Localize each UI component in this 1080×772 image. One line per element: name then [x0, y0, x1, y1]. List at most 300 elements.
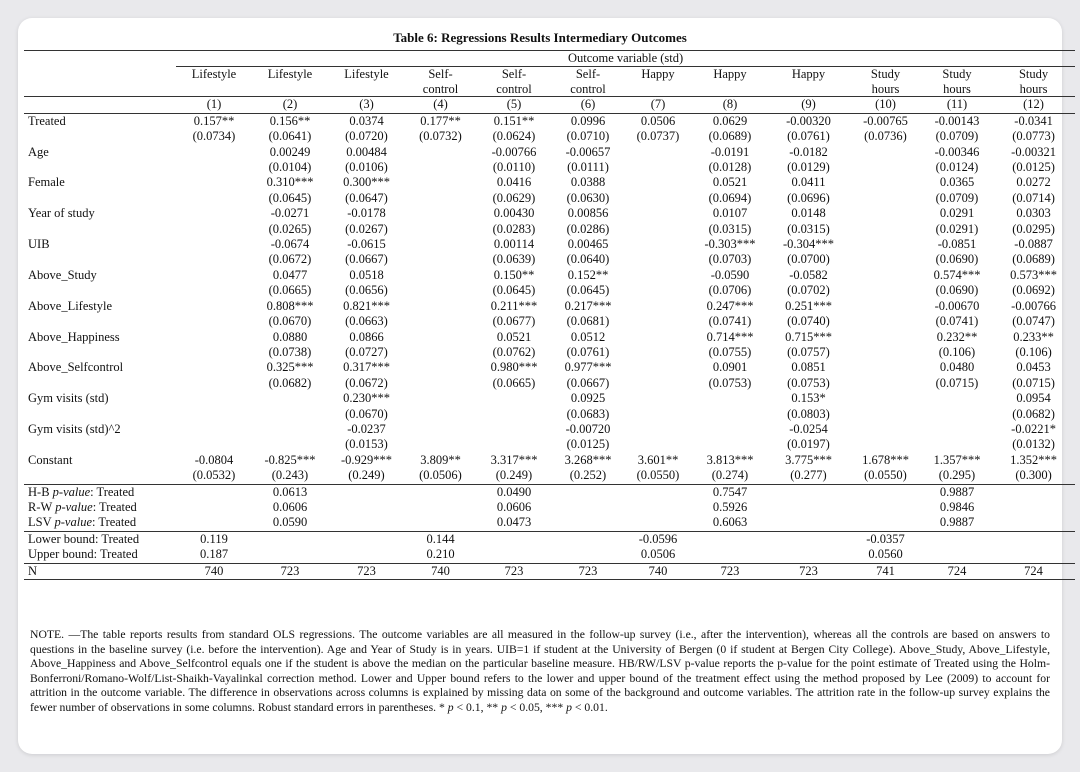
note-text: NOTE. —The table reports results from standard OLS regressions. The outcome variables are all measured in the follow-up survey (i.e., after the intervention), whereas all the controls are based on answers to questions in the baseline survey (i.e. before the intervention). Age and Year of Study is in years. UIB=1 if student at the University of Bergen (0 if student at Bergen City College). Above_Study, Above_Lifestyle, Above_Happiness and Above_Selfcontrol equals one if the student is above the median on the particular baseline measure. HB/RW/LSV p-value reports the p-value for the point estimate of Treated using the Holm-Bonferroni/Romano-Wolf/List-Shaikh-Vayalinkal correction method. Lower and Upper bound refers to the lower and upper bound of the treatment effect using the method proposed by Lee (2009) to account for attrition in the outcome variable. The difference in observations across columns is explained by missing data on some of the background and outcome variables. The attrition rate in the follow-up survey explains the fewer number of observations in some columns. Robust standard errors in parentheses. * [30, 628, 1050, 714]
std-error-cell [176, 437, 252, 452]
variable-label: Above_Happiness [28, 329, 120, 344]
column-name-line: Study [942, 67, 972, 82]
bound-cell: -0.0357 [849, 531, 922, 547]
empty-cell [24, 191, 176, 206]
variable-label: Treated [28, 113, 66, 128]
std-error-cell [624, 252, 692, 267]
bound-row [24, 531, 1075, 547]
std-error-cell: (0.0128) [708, 160, 752, 175]
coefficient-cell: -0.304*** [782, 237, 835, 252]
empty-cell [24, 376, 176, 391]
coefficient-cell [476, 391, 552, 406]
coefficient-row [24, 422, 1075, 437]
bound-cell: 0.0560 [868, 547, 903, 562]
pvalue-cell: 0.5926 [712, 499, 748, 514]
pvalue-cell: 0.0606 [272, 499, 308, 514]
coefficient-cell: -0.0615 [347, 237, 386, 252]
bound-cell [692, 531, 768, 547]
coefficient-cell: -0.303*** [704, 237, 756, 252]
column-name-line: control [496, 81, 532, 96]
coefficient-cell [624, 422, 692, 437]
coefficient-cell: 0.0996 [570, 113, 606, 128]
coefficient-cell [624, 391, 692, 406]
coefficient-cell: 0.0512 [570, 329, 606, 344]
std-error-cell: (0.106) [938, 344, 976, 359]
variable-label: Above_Selfcontrol [28, 360, 124, 375]
coefficient-cell: 3.317*** [490, 452, 538, 467]
bound-cell [252, 547, 328, 563]
std-error-cell [692, 437, 768, 452]
coefficient-cell: 1.352*** [1010, 452, 1057, 467]
bound-cell [476, 531, 552, 547]
coefficient-row [24, 175, 1075, 190]
column-name-line: Self- [575, 67, 601, 82]
empty-cell [24, 97, 176, 113]
coefficient-cell: 0.0291 [939, 206, 975, 221]
std-error-cell: (0.0706) [708, 283, 752, 298]
std-error-cell [624, 407, 692, 422]
coefficient-cell: 0.230*** [343, 391, 390, 406]
coefficient-cell: 1.357*** [933, 452, 981, 467]
std-error-cell: (0.0267) [345, 221, 388, 236]
std-error-cell: (0.0740) [787, 314, 830, 329]
coefficient-cell: -0.0178 [347, 206, 386, 221]
coefficient-cell [849, 206, 922, 221]
observations-cell: 740 [405, 563, 476, 579]
std-error-row [24, 283, 1075, 298]
std-error-cell [176, 314, 252, 329]
std-error-cell: (0.0709) [935, 129, 979, 144]
bound-cell [252, 531, 328, 547]
std-error-cell [849, 222, 922, 237]
std-error-cell: (0.0672) [345, 375, 388, 390]
observations-cell: 723 [692, 563, 768, 579]
std-error-cell: (0.0104) [268, 160, 312, 175]
column-number: (2) [252, 97, 328, 113]
coefficient-cell [849, 237, 922, 252]
coefficient-cell: 0.0521 [712, 175, 748, 190]
observations-cell: 723 [768, 563, 849, 579]
coefficient-cell [176, 299, 252, 314]
column-name-line: Self- [428, 67, 453, 82]
coefficient-cell: 0.808*** [266, 298, 314, 313]
std-error-row [24, 160, 1075, 175]
std-error-cell [624, 222, 692, 237]
coefficient-cell: -0.00143 [934, 113, 980, 128]
std-error-cell: (0.0315) [708, 221, 752, 236]
column-number: (5) [476, 97, 552, 113]
column-name-line: control [422, 81, 459, 96]
std-error-cell: (0.0639) [492, 252, 536, 267]
std-error-cell: (0.0747) [1012, 314, 1055, 329]
coefficient-cell: -0.0582 [789, 267, 828, 282]
coefficient-cell: -0.00766 [491, 144, 537, 159]
coefficient-cell: 0.00484 [346, 144, 387, 159]
coefficient-cell: -0.00765 [863, 113, 908, 128]
column-name [476, 67, 552, 97]
std-error-cell [252, 407, 328, 422]
coefficient-cell: -0.0182 [789, 144, 828, 159]
coefficient-cell: -0.0191 [710, 144, 750, 159]
bound-cell [922, 531, 992, 547]
column-numbers-row [24, 97, 1075, 113]
pvalue-label [24, 515, 176, 531]
coefficient-cell: -0.00657 [565, 144, 611, 159]
std-error-cell: (0.0532) [192, 468, 236, 483]
std-error-cell: (0.0755) [708, 344, 752, 359]
pvalue-cell: 0.9846 [939, 499, 975, 514]
std-error-cell [624, 160, 692, 175]
std-error-row [24, 222, 1075, 237]
pvalue-row [24, 500, 1075, 515]
std-error-cell: (0.106) [1015, 344, 1052, 359]
coefficient-cell [405, 360, 476, 375]
empty-cell [24, 129, 176, 144]
bound-row [24, 547, 1075, 563]
bound-cell [476, 547, 552, 563]
observations-cell: 724 [922, 563, 992, 579]
std-error-cell [405, 222, 476, 237]
column-name-line: Lifestyle [267, 67, 313, 82]
std-error-cell [176, 407, 252, 422]
column-name-line: Lifestyle [191, 67, 237, 82]
coefficient-cell: 0.177** [420, 113, 461, 128]
coefficient-cell [624, 360, 692, 375]
coefficient-cell [405, 299, 476, 314]
std-error-cell [849, 283, 922, 298]
coefficient-cell: 0.0851 [791, 360, 826, 375]
pvalue-cell: 0.9887 [939, 515, 975, 530]
coefficient-cell [176, 206, 252, 221]
coefficient-cell: 0.821*** [343, 298, 390, 313]
coefficient-cell: 0.0925 [570, 391, 606, 406]
coefficient-cell: -0.0887 [1014, 237, 1053, 252]
column-name-line: hours [871, 81, 900, 96]
std-error-cell: (0.0672) [268, 252, 312, 267]
note-p-symbol: p [447, 700, 454, 714]
coefficient-cell: 3.809** [420, 452, 461, 467]
coefficient-cell [405, 145, 476, 160]
column-name-line: Happy [641, 67, 675, 82]
std-error-row [24, 345, 1075, 360]
coefficient-cell: 0.157** [193, 113, 235, 128]
std-error-cell: (0.0111) [567, 160, 609, 175]
coefficient-cell: -0.00766 [1011, 298, 1056, 313]
std-error-cell: (0.277) [790, 468, 827, 483]
column-name-line: control [570, 81, 606, 96]
std-error-cell: (0.0683) [566, 406, 610, 421]
coefficient-cell [405, 268, 476, 283]
std-error-cell [849, 437, 922, 452]
coefficient-cell [849, 268, 922, 283]
pvalue-label-part: p-value [55, 499, 93, 514]
pvalue-cell [176, 500, 252, 515]
empty-cell [24, 345, 176, 360]
coefficient-row [24, 360, 1075, 375]
coefficient-cell: 0.00249 [269, 144, 311, 159]
coefficient-cell [405, 237, 476, 252]
note-p-symbol: p [501, 700, 507, 714]
pvalue-cell [768, 500, 849, 515]
std-error-cell [176, 283, 252, 298]
pvalue-cell [405, 515, 476, 531]
coefficient-row [24, 145, 1075, 160]
coefficient-cell: -0.0851 [937, 237, 977, 252]
coefficient-cell: 0.300*** [343, 175, 390, 190]
coefficient-cell: 0.714*** [706, 329, 754, 344]
observations-cell: 723 [552, 563, 624, 579]
std-error-cell [849, 191, 922, 206]
std-error-cell: (0.0286) [566, 221, 610, 236]
column-number: (8) [692, 97, 768, 113]
coefficient-cell: 0.0901 [712, 360, 748, 375]
std-error-cell: (0.0667) [566, 375, 610, 390]
coefficient-cell: -0.0237 [347, 421, 386, 436]
std-error-cell: (0.0647) [345, 190, 388, 205]
coefficient-cell [922, 422, 992, 437]
coefficient-cell: 3.268*** [564, 452, 612, 467]
coefficient-cell [176, 145, 252, 160]
bound-cell [552, 531, 624, 547]
observations-cell: 740 [176, 563, 252, 579]
column-name-line: Happy [713, 67, 747, 82]
std-error-cell: (0.0645) [492, 283, 536, 298]
pvalue-cell [624, 515, 692, 531]
std-error-cell: (0.252) [569, 468, 607, 483]
coefficient-row [24, 268, 1075, 283]
coefficient-cell: 0.152** [567, 267, 609, 282]
coefficient-cell [176, 175, 252, 190]
std-error-cell: (0.0645) [268, 190, 312, 205]
coefficient-cell: -0.0271 [270, 206, 310, 221]
coefficient-cell: -0.825*** [264, 452, 316, 467]
coefficient-cell: -0.00320 [786, 113, 831, 128]
empty-cell [24, 51, 176, 67]
coefficient-cell: 0.151** [493, 113, 535, 128]
pvalue-label-part: p-value [52, 484, 91, 499]
std-error-cell [624, 437, 692, 452]
pvalue-row [24, 484, 1075, 500]
column-name [624, 67, 692, 97]
std-error-cell [176, 376, 252, 391]
coefficient-cell [405, 175, 476, 190]
bound-cell: 0.0506 [640, 547, 676, 562]
std-error-cell: (0.0737) [636, 129, 680, 144]
std-error-cell: (0.0667) [345, 252, 388, 267]
variable-label: Above_Study [28, 267, 97, 282]
pvalue-cell [849, 500, 922, 515]
empty-cell [24, 252, 176, 267]
std-error-cell: (0.0197) [787, 437, 830, 452]
bound-cell [768, 547, 849, 563]
pvalue-label-part: : Treated [92, 515, 137, 530]
std-error-cell: (0.0265) [268, 221, 312, 236]
std-error-cell: (0.0624) [492, 129, 536, 144]
std-error-cell: (0.0645) [566, 283, 610, 298]
std-error-cell [624, 191, 692, 206]
pvalue-cell [768, 515, 849, 531]
column-name-line: Lifestyle [344, 67, 389, 82]
column-number: (6) [552, 97, 624, 113]
variable-label: UIB [28, 237, 50, 252]
coefficient-cell [405, 422, 476, 437]
std-error-cell: (0.0753) [787, 375, 830, 390]
bound-cell: 0.119 [176, 531, 252, 547]
coefficient-cell: 0.573*** [1010, 267, 1057, 282]
coefficient-cell [624, 299, 692, 314]
std-error-cell [176, 345, 252, 360]
pvalue-cell: 0.0490 [476, 484, 552, 500]
std-error-cell: (0.249) [495, 468, 533, 483]
bound-cell: 0.187 [199, 547, 229, 562]
coefficient-cell: 0.574*** [933, 267, 981, 282]
pvalue-cell: 0.9887 [922, 484, 992, 500]
coefficient-cell [176, 391, 252, 406]
std-error-cell: (0.0738) [268, 344, 312, 359]
coefficient-cell [624, 237, 692, 252]
coefficient-cell: 0.0880 [272, 329, 308, 344]
std-error-cell: (0.0690) [935, 283, 979, 298]
coefficient-cell [252, 391, 328, 406]
std-error-cell: (0.0773) [1012, 129, 1055, 144]
coefficient-cell [624, 330, 692, 345]
observations-cell: 740 [624, 563, 692, 579]
std-error-cell: (0.0682) [1012, 406, 1055, 421]
coefficient-cell: 0.0521 [496, 329, 532, 344]
std-error-cell: (0.0124) [935, 160, 979, 175]
std-error-row [24, 252, 1075, 267]
std-error-cell: (0.0700) [787, 252, 830, 267]
coefficient-cell: 0.211*** [490, 298, 538, 313]
observations-cell: 741 [849, 563, 922, 579]
std-error-cell: (0.0283) [492, 221, 536, 236]
coefficient-cell: 3.601** [637, 452, 679, 467]
coefficient-cell [176, 237, 252, 252]
column-name-line: Study [870, 67, 901, 82]
variable-label: Female [28, 175, 65, 190]
std-error-cell: (0.0665) [268, 283, 312, 298]
column-number: (1) [176, 97, 252, 113]
coefficient-row [24, 113, 1075, 129]
coefficient-cell [624, 268, 692, 283]
std-error-cell: (0.0110) [492, 160, 536, 175]
std-error-cell: (0.0677) [492, 314, 536, 329]
note-threshold-1: < 0.1, ** [453, 700, 502, 714]
pvalue-cell [849, 515, 922, 531]
column-number: (12) [992, 97, 1075, 113]
pvalue-cell [992, 484, 1075, 500]
std-error-cell [624, 314, 692, 329]
pvalue-cell [768, 484, 849, 500]
coefficient-cell: -0.00670 [934, 298, 980, 313]
coefficient-cell [176, 268, 252, 283]
column-number: (11) [922, 97, 992, 113]
std-error-cell: (0.0757) [787, 344, 830, 359]
pvalue-label-part: H-B [28, 484, 53, 499]
coefficient-cell: 0.0453 [1016, 360, 1051, 375]
coefficient-cell: -0.0590 [710, 267, 750, 282]
pvalue-cell: 0.0590 [272, 515, 308, 530]
coefficient-cell: -0.0254 [789, 421, 828, 436]
std-error-cell: (0.0690) [935, 252, 979, 267]
pvalue-label-part: : Treated [90, 484, 135, 499]
pvalue-label-part: : Treated [92, 499, 137, 514]
std-error-cell [922, 407, 992, 422]
empty-cell [24, 407, 176, 422]
std-error-cell [405, 191, 476, 206]
coefficient-row [24, 206, 1075, 221]
coefficient-cell [849, 145, 922, 160]
column-name [768, 67, 849, 97]
bound-cell: 0.210 [426, 547, 455, 562]
std-error-cell [624, 376, 692, 391]
coefficient-cell [849, 299, 922, 314]
std-error-cell: (0.0734) [192, 129, 236, 144]
std-error-cell: (0.0132) [1012, 437, 1055, 452]
pvalue-cell [176, 484, 252, 500]
std-error-cell: (0.0720) [345, 129, 388, 144]
std-error-cell: (0.0689) [1012, 252, 1055, 267]
regression-table [24, 50, 1075, 580]
std-error-cell: (0.0761) [787, 129, 830, 144]
coefficient-cell: 0.0629 [712, 113, 748, 128]
coefficient-cell: 0.0388 [570, 175, 606, 190]
std-error-cell: (0.0715) [1012, 375, 1055, 390]
coefficient-cell: -0.00346 [934, 144, 980, 159]
coefficient-cell: 0.0866 [349, 329, 384, 344]
std-error-cell [624, 283, 692, 298]
coefficient-cell [849, 422, 922, 437]
empty-cell [24, 222, 176, 237]
pvalue-cell [552, 515, 624, 531]
coefficient-cell: 0.317*** [343, 360, 390, 375]
std-error-cell: (0.0753) [708, 375, 752, 390]
coefficient-row [24, 330, 1075, 345]
pvalue-cell [992, 515, 1075, 531]
std-error-cell [849, 407, 922, 422]
std-error-cell: (0.0709) [935, 190, 979, 205]
coefficient-cell: 0.325*** [266, 360, 314, 375]
std-error-cell [405, 283, 476, 298]
std-error-cell [176, 191, 252, 206]
coefficient-cell: 0.0506 [640, 113, 676, 128]
coefficient-cell [849, 330, 922, 345]
table-body [24, 51, 1075, 580]
std-error-cell: (0.0550) [636, 468, 680, 483]
std-error-cell: (0.0641) [268, 129, 312, 144]
coefficient-cell: -0.0804 [194, 452, 234, 467]
coefficient-cell [624, 145, 692, 160]
variable-label: Above_Lifestyle [28, 298, 113, 313]
outcome-header-row [24, 51, 1075, 67]
std-error-cell: (0.0692) [1012, 283, 1055, 298]
coefficient-cell: 0.233** [1013, 329, 1054, 344]
std-error-row [24, 407, 1075, 422]
pvalue-cell: 0.0606 [496, 499, 532, 514]
pvalue-cell [552, 484, 624, 500]
std-error-cell: (0.0129) [787, 160, 830, 175]
pvalue-cell [992, 500, 1075, 515]
coefficient-cell [692, 391, 768, 406]
std-error-cell [405, 376, 476, 391]
coefficient-cell: 3.813*** [706, 452, 754, 467]
coefficient-cell: 0.0272 [1016, 175, 1051, 190]
std-error-row [24, 314, 1075, 329]
coefficient-cell: 1.678*** [862, 452, 909, 467]
observations-cell: 723 [476, 563, 552, 579]
coefficient-cell: 0.00856 [567, 206, 609, 221]
coefficient-cell [476, 422, 552, 437]
